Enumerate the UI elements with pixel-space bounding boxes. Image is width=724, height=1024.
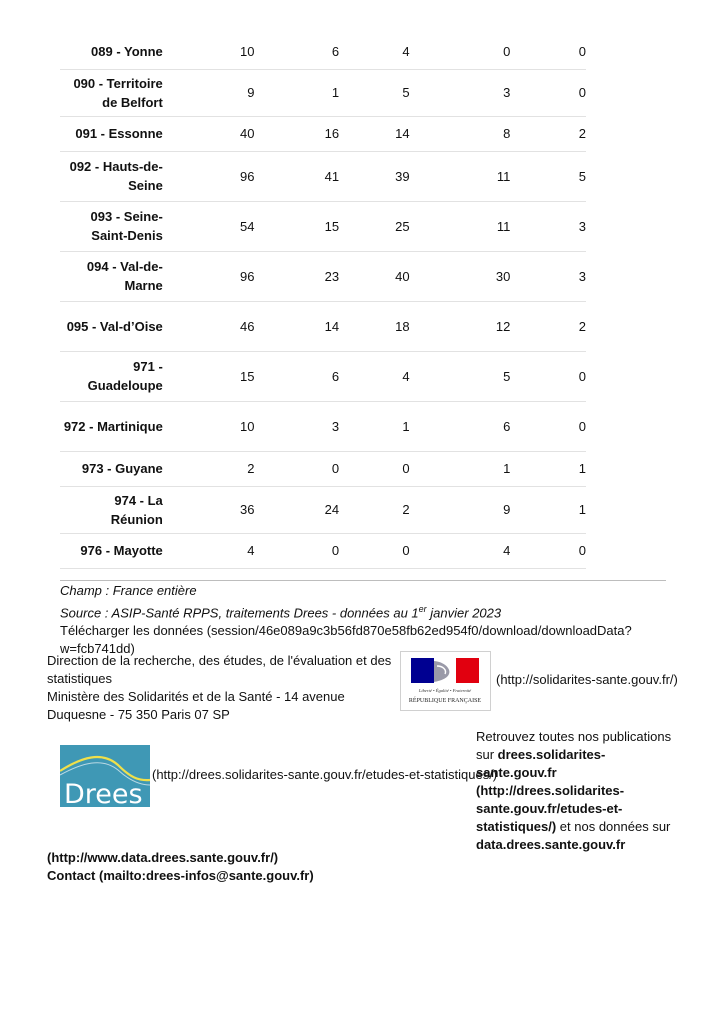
table-row xyxy=(60,151,586,201)
value-cell: 5 xyxy=(410,351,511,401)
value-cell: 14 xyxy=(254,301,339,351)
ministry-address: Ministère des Solidarités et de la Santé - 14 avenue Duquesne - 75 350 Paris 07 SP xyxy=(47,689,345,722)
value-cell: 96 xyxy=(167,151,255,201)
value-cell: 0 xyxy=(510,69,586,116)
value-cell: 36 xyxy=(167,486,255,533)
value-cell: 4 xyxy=(339,34,410,69)
value-cell: 0 xyxy=(254,451,339,486)
table-row xyxy=(60,116,586,151)
value-cell: 15 xyxy=(254,201,339,251)
value-cell: 23 xyxy=(254,251,339,301)
value-cell: 4 xyxy=(167,533,255,568)
data-drees-link[interactable]: data.drees.sante.gouv.fr xyxy=(476,837,626,852)
department-name: 093 - Seine-Saint-Denis xyxy=(60,201,167,251)
department-name: 091 - Essonne xyxy=(60,116,167,151)
department-name: 971 - Guadeloupe xyxy=(60,351,167,401)
value-cell: 0 xyxy=(254,533,339,568)
value-cell: 11 xyxy=(410,201,511,251)
rf-motto: Liberté • Égalité • Fraternité xyxy=(418,688,472,693)
value-cell: 5 xyxy=(510,151,586,201)
table-row xyxy=(60,451,586,486)
organisation-address xyxy=(47,652,407,724)
value-cell: 16 xyxy=(254,116,339,151)
value-cell: 40 xyxy=(339,251,410,301)
value-cell: 15 xyxy=(167,351,255,401)
value-cell: 2 xyxy=(339,486,410,533)
value-cell: 24 xyxy=(254,486,339,533)
data-table xyxy=(60,34,586,569)
value-cell: 3 xyxy=(254,401,339,451)
value-cell: 10 xyxy=(167,401,255,451)
value-cell: 0 xyxy=(510,34,586,69)
publications-note: Retrouvez toutes nos publications sur drees.solidarites-sante.gouv.fr (http://drees.solidarites-sante.gouv.fr/etudes-et-statistiques/) et nos données sur data.drees.sante.gouv.fr xyxy=(476,729,672,852)
value-cell: 14 xyxy=(339,116,410,151)
value-cell: 1 xyxy=(339,401,410,451)
drees-etudes-link[interactable]: (http://drees.solidarites-sante.gouv.fr/etudes-et-statistiques/) xyxy=(152,767,498,782)
value-cell: 1 xyxy=(510,486,586,533)
value-cell: 6 xyxy=(410,401,511,451)
value-cell: 9 xyxy=(167,69,255,116)
table-row xyxy=(60,533,586,568)
value-cell: 1 xyxy=(410,451,511,486)
value-cell: 11 xyxy=(410,151,511,201)
value-cell: 40 xyxy=(167,116,255,151)
drees-site-link[interactable]: drees.solidarites-sante.gouv.fr (http://drees.solidarites-sante.gouv.fr/etudes-et-statistiques/) xyxy=(476,747,625,834)
marianne-emblem-icon xyxy=(401,652,490,710)
value-cell: 3 xyxy=(510,251,586,301)
department-name: 973 - Guyane xyxy=(60,451,167,486)
value-cell: 41 xyxy=(254,151,339,201)
department-name: 976 - Mayotte xyxy=(60,533,167,568)
drees-logo[interactable] xyxy=(60,745,150,807)
table-row xyxy=(60,69,586,116)
rf-name: RÉPUBLIQUE FRANÇAISE xyxy=(408,698,482,704)
drees-logo-icon xyxy=(60,745,150,807)
value-cell: 25 xyxy=(339,201,410,251)
department-name: 094 - Val-de-Marne xyxy=(60,251,167,301)
value-cell: 9 xyxy=(410,486,511,533)
contact-link[interactable]: Contact (mailto:drees-infos@sante.gouv.fr) xyxy=(47,868,314,883)
department-name: 974 - La Réunion xyxy=(60,486,167,533)
department-name: 090 - Territoire de Belfort xyxy=(60,69,167,116)
value-cell: 5 xyxy=(339,69,410,116)
table-row xyxy=(60,251,586,301)
table-notes xyxy=(60,580,666,658)
value-cell: 2 xyxy=(510,116,586,151)
value-cell: 2 xyxy=(167,451,255,486)
value-cell: 30 xyxy=(410,251,511,301)
value-cell: 0 xyxy=(510,533,586,568)
value-cell: 18 xyxy=(339,301,410,351)
value-cell: 46 xyxy=(167,301,255,351)
value-cell: 0 xyxy=(510,351,586,401)
value-cell: 3 xyxy=(510,201,586,251)
department-name: 092 - Hauts-de-Seine xyxy=(60,151,167,201)
direction-name: Direction de la recherche, des études, de l'évaluation et des statistiques xyxy=(47,653,392,686)
department-name: 972 - Martinique xyxy=(60,401,167,451)
table-row xyxy=(60,34,586,69)
value-cell: 4 xyxy=(410,533,511,568)
department-name: 095 - Val-d’Oise xyxy=(60,301,167,351)
value-cell: 1 xyxy=(510,451,586,486)
department-name: 089 - Yonne xyxy=(60,34,167,69)
value-cell: 3 xyxy=(410,69,511,116)
republique-francaise-logo[interactable] xyxy=(400,651,491,711)
champ-note: Champ : France entière xyxy=(60,583,197,598)
value-cell: 0 xyxy=(510,401,586,451)
value-cell: 96 xyxy=(167,251,255,301)
source-note: Source : ASIP-Santé RPPS, traitements Drees - données au 1er janvier 2023 xyxy=(60,604,502,621)
solidarites-sante-link[interactable]: (http://solidarites-sante.gouv.fr/) xyxy=(496,672,678,687)
data-drees-url-link[interactable]: (http://www.data.drees.sante.gouv.fr/) xyxy=(47,850,279,865)
value-cell: 4 xyxy=(339,351,410,401)
value-cell: 10 xyxy=(167,34,255,69)
value-cell: 8 xyxy=(410,116,511,151)
table-row xyxy=(60,301,586,351)
value-cell: 6 xyxy=(254,34,339,69)
value-cell: 6 xyxy=(254,351,339,401)
value-cell: 0 xyxy=(339,533,410,568)
value-cell: 2 xyxy=(510,301,586,351)
value-cell: 0 xyxy=(339,451,410,486)
value-cell: 12 xyxy=(410,301,511,351)
table-row xyxy=(60,486,586,533)
table-row xyxy=(60,351,586,401)
value-cell: 0 xyxy=(410,34,511,69)
table-row xyxy=(60,401,586,451)
drees-wordmark: Drees xyxy=(64,779,143,807)
value-cell: 39 xyxy=(339,151,410,201)
table-row xyxy=(60,201,586,251)
value-cell: 1 xyxy=(254,69,339,116)
download-data-link[interactable]: Télécharger les données (session/46e089a9c3b56fd870e58fb62ed954f0/download/downloadData?w=fcb741dd) xyxy=(60,623,632,657)
value-cell: 54 xyxy=(167,201,255,251)
